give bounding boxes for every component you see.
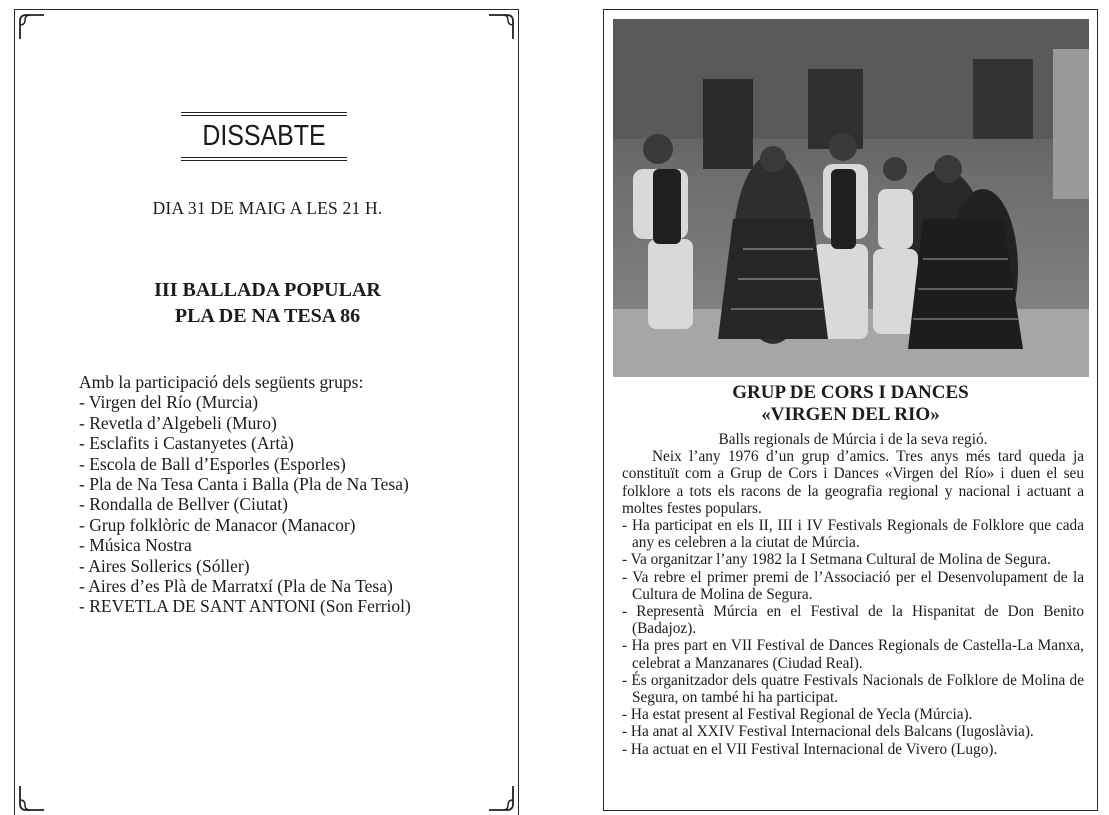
corner-ornament-icon xyxy=(16,784,46,814)
list-item: - És organitzador dels quatre Festivals Nacionals de Folklore de Molina de Segura, on també hi ha participat. xyxy=(622,671,1084,707)
groups-intro: Amb la participació dels següents grups: xyxy=(79,372,364,392)
corner-ornament-icon xyxy=(487,11,517,41)
left-page xyxy=(14,9,519,815)
group-description xyxy=(622,431,1084,758)
list-item: - Ha actuat en el VII Festival Internacional de Vivero (Lugo). xyxy=(622,740,998,758)
list-item: - Ha anat al XXIV Festival Internacional dels Balcans (Iugoslàvia). xyxy=(622,723,1034,741)
list-item: - Va rebre el primer premi de l’Associació per el Desenvolupament de la Cultura de Molina de Segura. xyxy=(622,568,1084,603)
event-title xyxy=(15,277,520,329)
event-title-line: PLA DE NA TESA 86 xyxy=(174,305,361,327)
list-item: - Pla de Na Tesa Canta i Balla (Pla de Na Tesa) xyxy=(79,474,409,495)
list-item: - Ha pres part en VII Festival de Dances Regionals de Castella-La Manxa, celebrat a Manzanares (Ciudad Real). xyxy=(622,637,1084,672)
list-item: - Virgen del Río (Murcia) xyxy=(79,392,259,413)
group-subtitle: Balls regionals de Múrcia i de la seva regió. xyxy=(718,431,988,448)
title-box xyxy=(181,112,347,161)
list-item: - Aires d’es Plà de Marratxí (Pla de Na Tesa) xyxy=(79,576,393,597)
list-item: - Aires Sollerics (Sóller) xyxy=(79,555,250,576)
list-item: - Ha estat present al Festival Regional de Yecla (Múrcia). xyxy=(622,706,973,724)
list-item: - Representà Múrcia en el Festival de la Hispanitat de Don Benito (Badajoz). xyxy=(622,603,1084,638)
group-title-line: GRUP DE CORS I DANCES xyxy=(732,382,969,403)
title-rule xyxy=(181,115,347,116)
groups-list xyxy=(79,372,411,617)
title-rule xyxy=(181,112,347,113)
date-line: DIA 31 DE MAIG A LES 21 H. xyxy=(152,198,383,218)
list-item: - Esclafits i Castanyetes (Artà) xyxy=(79,433,294,454)
list-item: - Rondalla de Bellver (Ciutat) xyxy=(79,494,288,515)
list-item: - Revetla d’Algebeli (Muro) xyxy=(79,412,277,433)
corner-ornament-icon xyxy=(487,784,517,814)
event-title-line: III BALLADA POPULAR xyxy=(154,279,381,301)
group-title-line: «VIRGEN DEL RIO» xyxy=(761,404,940,425)
list-item: - Grup folklòric de Manacor (Manacor) xyxy=(79,514,356,535)
list-item: - REVETLA DE SANT ANTONI (Son Ferriol) xyxy=(79,596,411,617)
list-item: - Ha participat en els II, III i IV Festivals Regionals de Folklore que cada any es celebren a la ciutat de Múrcia. xyxy=(622,517,1084,552)
group-history-paragraph: Neix l’any 1976 d’un grup d’amics. Tres anys més tard queda ja constituït com a Grup de Cors i Dances «Virgen del Río» i duen el seu folklore a tots els racons de la geografia regional y nacional i actuant a moltes festes populars. xyxy=(622,448,1084,517)
corner-ornament-icon xyxy=(16,11,46,41)
list-item: - Música Nostra xyxy=(79,535,192,556)
right-page xyxy=(603,9,1098,811)
list-item: - Va organitzar l’any 1982 la I Setmana Cultural de Molina de Segura. xyxy=(622,551,1051,569)
title-rule xyxy=(181,157,347,158)
dancers-photo xyxy=(613,19,1089,377)
page-title: DISSABTE xyxy=(202,120,326,152)
title-rule xyxy=(181,160,347,161)
list-item: - Escola de Ball d’Esporles (Esporles) xyxy=(79,453,346,474)
group-title xyxy=(604,382,1097,426)
